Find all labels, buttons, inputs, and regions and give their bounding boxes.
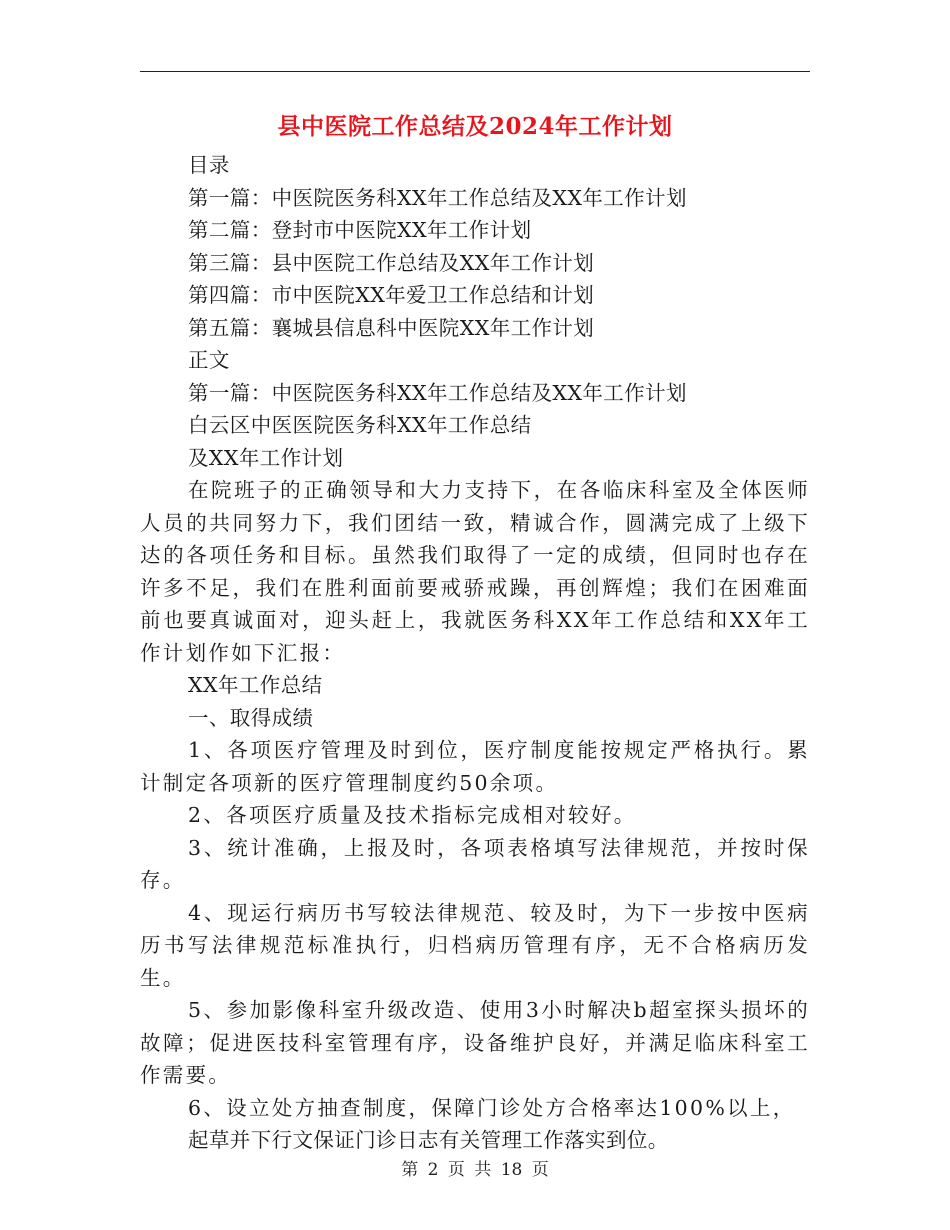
toc-item: 第四篇：市中医院XX年爱卫工作总结和计划 [188,283,595,307]
document-body [140,149,810,1157]
article-heading: 第一篇：中医院医务科XX年工作总结及XX年工作计划 [188,380,687,405]
list-item-cont: 起草并下行文保证门诊日志有关管理工作落实到位。 [188,1128,669,1152]
header-rule [140,71,810,72]
body-heading: 正文 [188,348,230,372]
toc-item: 第一篇：中医院医务科XX年工作总结及XX年工作计划 [188,185,687,210]
intro-paragraph: 在院班子的正确领导和大力支持下，在各临床科室及全体医师人员的共同努力下，我们团结一致，精诚合作，圆满完成了上级下达的各项任务和目标。虽然我们取得了一定的成绩，但同时也存在许多不足，我们在胜利面前要戒骄戒躁，再创辉煌；我们在困难面前也要真诚面对，迎头赶上，我就医务科XX年工作总结和XX年工作计划作如下汇报： [140,478,810,665]
article-subtitle: 白云区中医医院医务科XX年工作总结 [188,413,532,437]
page-number: 第 2 页 共 18 页 [401,1160,549,1180]
list-item: 2、各项医疗质量及技术指标完成相对较好。 [188,803,637,827]
toc-item: 第三篇：县中医院工作总结及XX年工作计划 [188,250,595,275]
list-item: 3、统计准确，上报及时，各项表格填写法律规范，并按时保存。 [140,835,810,892]
sub-heading: 一、取得成绩 [188,705,314,730]
toc-item: 第二篇：登封市中医院XX年工作计划 [188,218,532,242]
toc-heading: 目录 [188,153,230,177]
list-item: 1、各项医疗管理及时到位，医疗制度能按规定严格执行。累计制定各项新的医疗管理制度约50余项。 [140,738,810,795]
list-item: 6、设立处方抽查制度，保障门诊处方合格率达100%以上， [188,1095,796,1120]
list-item: 5、参加影像科室升级改造、使用3小时解决b超室探头损坏的故障；促进医技科室管理有序，设备维护良好，并满足临床科室工作需要。 [140,998,810,1087]
list-item: 4、现运行病历书写较法律规范、较及时，为下一步按中医病历书写法律规范标准执行，归档病历管理有序，无不合格病历发生。 [140,900,810,990]
article-subtitle-cont: 及XX年工作计划 [188,445,344,470]
toc-item: 第五篇：襄城县信息科中医院XX年工作计划 [188,315,595,340]
document-title: 县中医院工作总结及2024年工作计划 [277,113,673,140]
section-heading: XX年工作总结 [188,673,323,697]
